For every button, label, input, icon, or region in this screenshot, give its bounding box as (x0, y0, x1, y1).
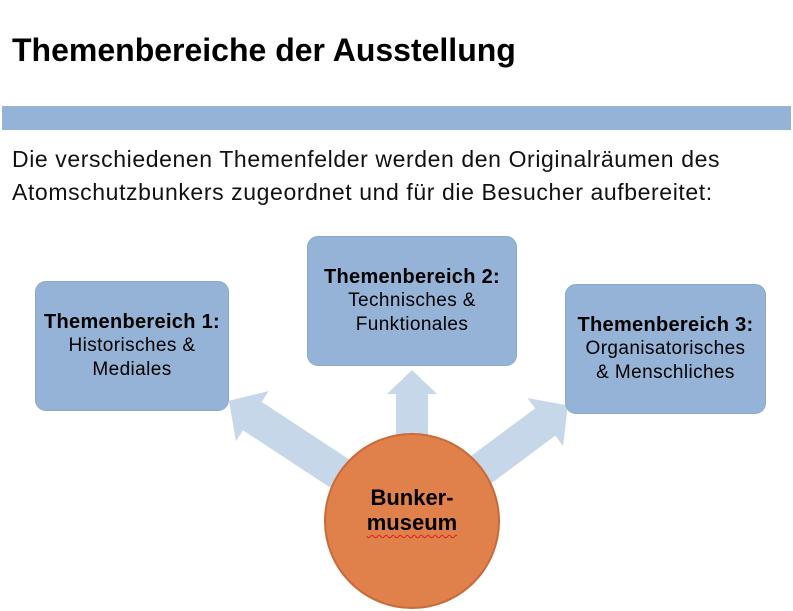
center-circle (324, 433, 500, 609)
topic-line: Mediales (92, 359, 172, 380)
topic-heading: Themenbereich 3: (577, 314, 754, 336)
center-label-line-2: museum (366, 510, 458, 535)
topic-box-3 (565, 284, 766, 414)
topic-line: Technisches & (348, 290, 476, 311)
intro-line-1: Die verschiedenen Themenfelder werden den Originalräumen des (12, 146, 721, 172)
topic-line: Historisches & (68, 335, 196, 356)
topic-line: Organisatorisches (585, 338, 746, 359)
center-label-line-1: Bunker- (370, 485, 454, 510)
topic-heading: Themenbereich 2: (324, 266, 500, 288)
topic-box-1 (35, 281, 229, 411)
intro-line-2: Atomschutzbunkers zugeordnet und für die Besucher aufbereitet: (12, 179, 713, 205)
topic-box-2 (307, 236, 517, 366)
topic-line: & Menschliches (596, 362, 735, 383)
topic-line: Funktionales (355, 314, 469, 335)
slide-title: Themenbereiche der Ausstellung (12, 32, 516, 68)
topic-heading: Themenbereich 1: (44, 311, 220, 333)
